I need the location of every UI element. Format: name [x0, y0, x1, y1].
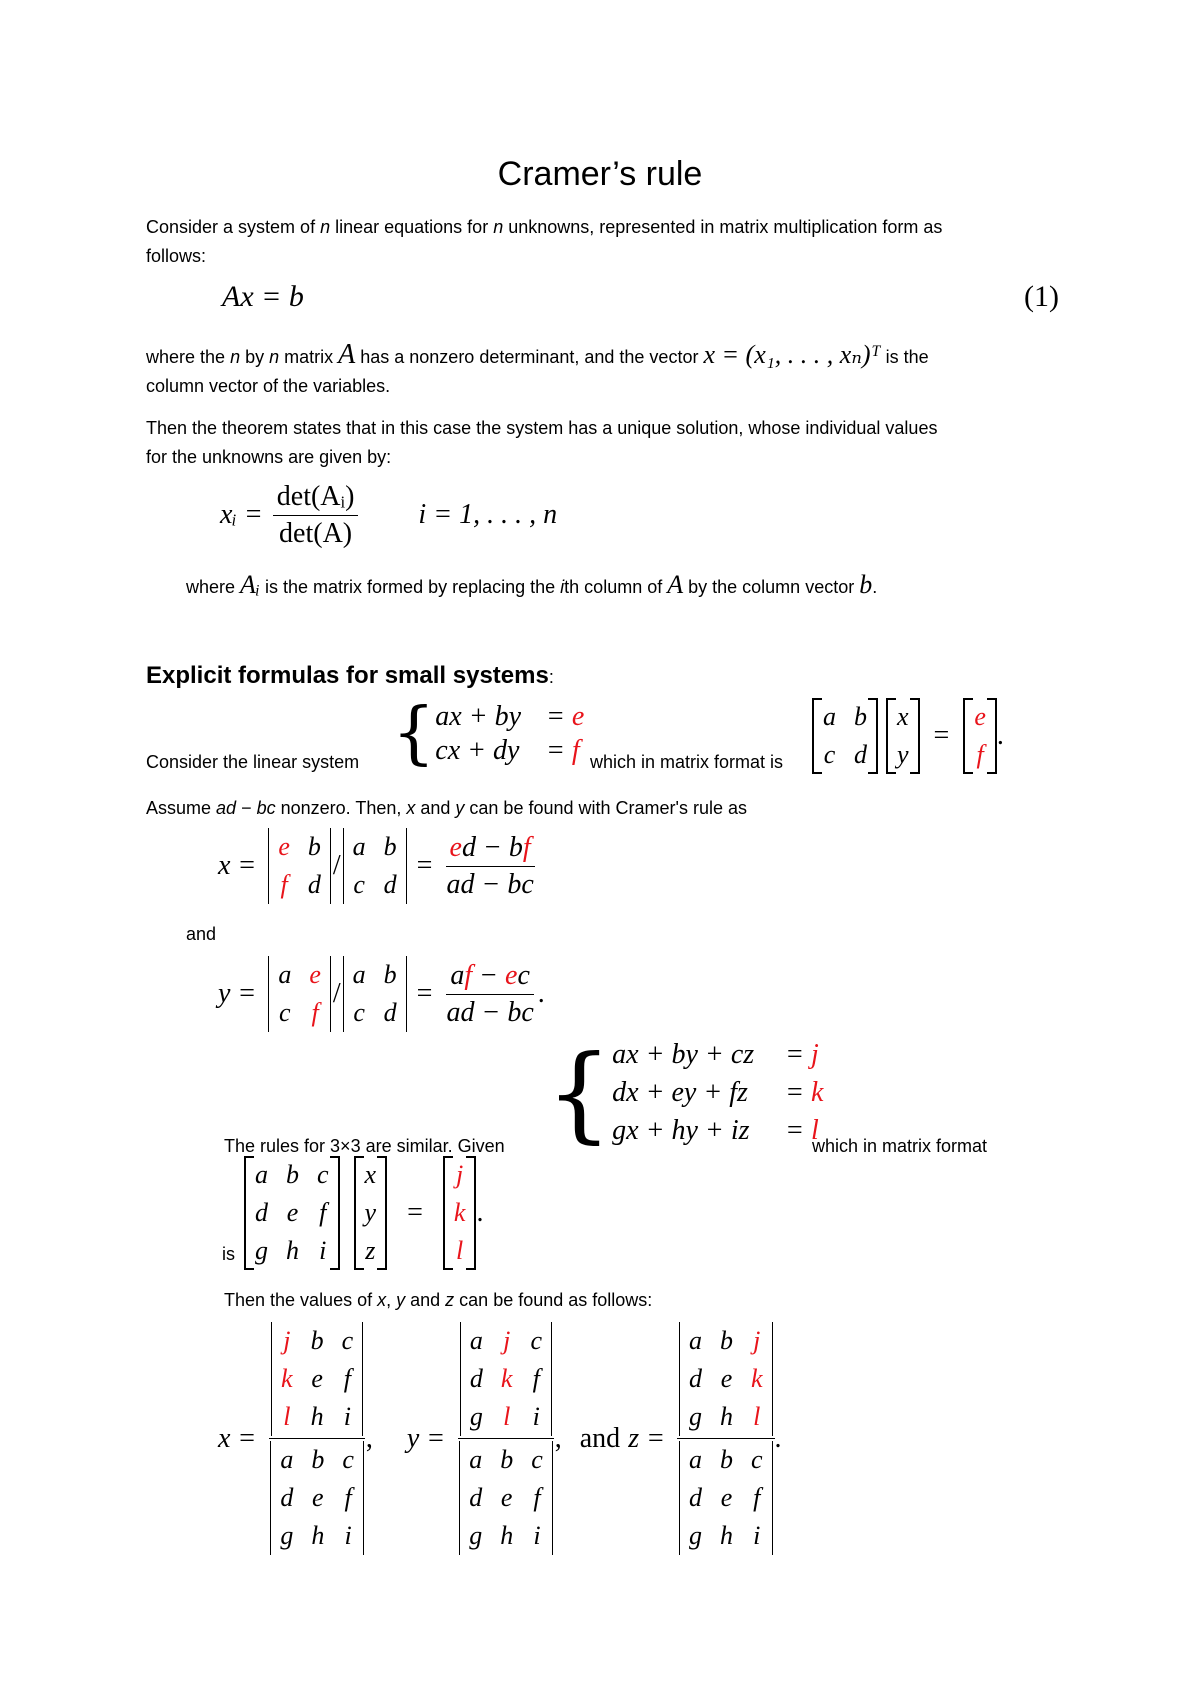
matrix-format-3x3-label: which in matrix format	[812, 1136, 988, 1156]
then-values-label: Then the values of x, y and z can be found as follows:	[224, 1290, 653, 1310]
equation-1: Ax = b	[222, 280, 304, 313]
x-formula-2x2: x = e b f d / a b c d = $\frac{ed - bf}{ad - bc}$	[218, 828, 538, 904]
y-formula-2x2: y = a e c f / a b c d = $\frac{af - ec}{ad - bc}$ .	[218, 956, 545, 1032]
matrix-format-label: which in matrix format is	[590, 752, 784, 772]
matrix-description: where the n by n matrix A has a nonzero determinant, and the vector x = (x₁, . . . , xₙ)ᵀ is the column vector of the variables.	[146, 339, 929, 396]
page-title: Cramer’s rule	[497, 155, 703, 193]
is-label: is	[222, 1244, 235, 1264]
consider-label: Consider the linear system	[146, 752, 360, 772]
theorem-statement: Then the theorem states that in this case the system has a unique solution, whose individual values for the unknowns are given by:	[146, 418, 938, 467]
intro-paragraph: Consider a system of n linear equations for n unknowns, represented in matrix multiplication form as follows:	[146, 217, 943, 266]
equation-number: (1)	[1024, 280, 1059, 313]
cramer-formula: xᵢ = $\frac{\text{det(Aᵢ)}}{\det(A)}$ i = 1, . . . , n	[220, 480, 558, 549]
rules-3x3-label: The rules for 3×3 are similar. Given	[224, 1136, 505, 1156]
system-2x2: { ax + by = e cx + dy = f	[392, 694, 585, 773]
section-heading: Explicit formulas for small systems:	[146, 662, 554, 689]
ai-description: where Aᵢ is the matrix formed by replacing the ith column of A by the column vector b.	[186, 570, 878, 599]
matrix-eq-2x2: a b c d x y = e f .	[812, 698, 1004, 774]
assume-line: Assume ad − bc nonzero. Then, x and y can be found with Cramer's rule as	[146, 798, 747, 818]
system-3x3: { ax + by + cz = j dx + ey + fz = k gx + hy + iz = l	[546, 1032, 824, 1154]
xyz-formulas-3x3: x = j b c k e f l h i a b c d e f g h i , y = a j c d k f g l i a b c d e f g h i , and z = a b j d e k g h l a b c d e f g h i .	[218, 1322, 782, 1555]
matrix-eq-3x3: a b c d e f g h i x y z = j k l .	[244, 1156, 483, 1270]
and-label: and	[186, 924, 217, 944]
